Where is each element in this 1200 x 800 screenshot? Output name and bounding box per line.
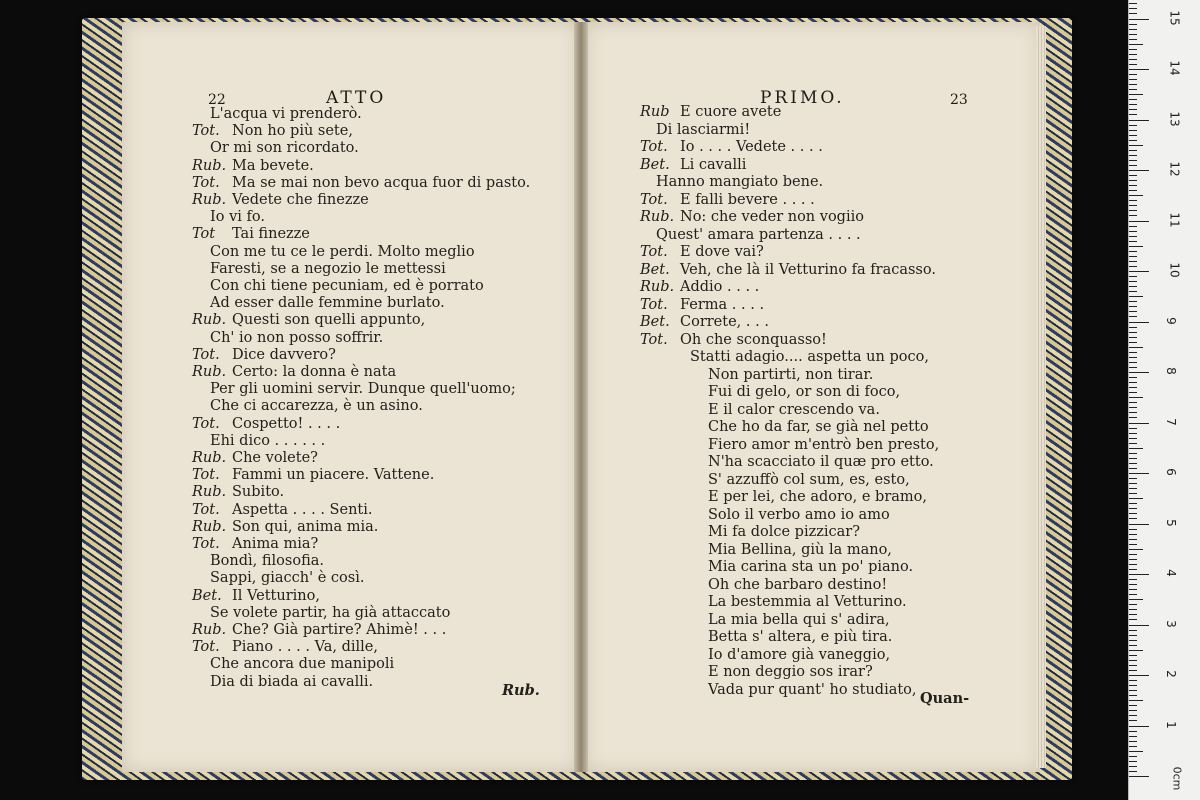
ruler-tick [1129, 387, 1137, 388]
text-line: Io . . . . Vedete . . . . [680, 139, 823, 155]
ruler-tick [1129, 215, 1137, 216]
text-line: Che ho da far, se già nel petto [708, 419, 929, 435]
ruler-tick [1129, 109, 1137, 110]
text-line: Addio . . . . [680, 279, 760, 295]
ruler-tick [1129, 423, 1149, 424]
ruler-tick [1129, 685, 1137, 686]
ruler-tick [1129, 125, 1137, 126]
ruler-tick [1129, 281, 1137, 282]
text-line: S' azzuffò col sum, es, esto, [708, 471, 910, 488]
text-line: Se volete partir, ha già attaccato [210, 604, 451, 621]
ruler-tick [1129, 3, 1137, 4]
speaker-label: Rub. [192, 450, 227, 466]
ruler-number: 4 [1163, 569, 1178, 577]
speaker-label: Rub. [192, 622, 227, 638]
text-line: Fiero amor m'entrò ben presto, [708, 436, 940, 453]
ruler-tick [1129, 392, 1137, 393]
ruler-tick [1129, 342, 1137, 343]
ruler-tick [1129, 347, 1143, 348]
ruler-tick [1129, 352, 1137, 353]
ruler-tick [1129, 544, 1137, 545]
ruler-tick [1129, 650, 1143, 651]
ruler-tick [1129, 372, 1149, 373]
speaker-label: Rub. [192, 192, 227, 208]
ruler-tick [1129, 569, 1137, 570]
text-line: Questi son quelli appunto, [232, 312, 426, 329]
text-line: Veh, che là il Vetturino fa fracasso. [680, 261, 936, 278]
ruler-tick [1129, 236, 1137, 237]
ruler-tick [1129, 720, 1137, 721]
ruler-tick [1129, 443, 1137, 444]
speaker-label: Rub. [192, 518, 227, 535]
text-line: Ferma . . . . [680, 296, 765, 313]
text-line: Cospetto! . . . . [232, 415, 341, 432]
ruler-tick [1129, 438, 1137, 439]
text-line: Che ancora due manipoli [210, 656, 395, 673]
text-line: Fammi un piacere. Vattene. [232, 467, 435, 484]
ruler-tick [1129, 357, 1137, 358]
ruler-tick [1129, 180, 1137, 181]
ruler-tick [1129, 625, 1149, 626]
speaker-label: Rub. [192, 157, 227, 174]
ruler-tick [1129, 226, 1137, 227]
ruler-tick [1129, 594, 1137, 595]
ruler-tick [1129, 19, 1149, 20]
text-line: Oh che sconquasso! [680, 331, 827, 348]
ruler-tick [1129, 306, 1137, 307]
text-line: Subito. [232, 484, 285, 501]
ruler-tick [1129, 8, 1137, 9]
left-page-number: 22 [208, 92, 226, 108]
ruler-tick [1129, 160, 1137, 161]
ruler-tick [1129, 89, 1137, 90]
ruler-tick [1129, 534, 1137, 535]
ruler-tick [1129, 731, 1137, 732]
text-line: Di lasciarmi! [656, 121, 751, 138]
ruler-tick [1129, 140, 1137, 141]
ruler-tick [1129, 751, 1143, 752]
ruler-tick [1129, 746, 1137, 747]
ruler-tick [1129, 69, 1149, 70]
text-line: Vada pur quant' ho studiato, [708, 681, 917, 698]
ruler-tick [1129, 200, 1137, 201]
ruler-tick [1129, 463, 1137, 464]
ruler-number: 1 [1163, 720, 1178, 729]
speaker-label: Tot. [192, 346, 220, 363]
ruler-tick [1129, 311, 1137, 312]
ruler-tick [1129, 604, 1137, 605]
ruler-tick [1129, 559, 1137, 560]
ruler-tick [1129, 34, 1137, 35]
ruler-tick [1129, 478, 1137, 479]
ruler-tick [1129, 468, 1137, 469]
text-line: No: che veder non vogiio [680, 209, 864, 225]
ruler-tick [1129, 145, 1143, 146]
text-line: Mia Bellina, giù la mano, [708, 541, 892, 558]
ruler-tick [1129, 453, 1137, 454]
text-line: Sappi, giacch' è così. [210, 570, 365, 587]
ruler-tick [1129, 574, 1149, 575]
text-line: Dice davvero? [232, 346, 336, 363]
ruler-tick [1129, 412, 1137, 413]
speaker-label: Rub. [192, 312, 227, 329]
ruler-tick [1129, 246, 1143, 247]
ruler-tick [1129, 640, 1137, 641]
text-line: Con me tu ce le perdi. Molto meglio [210, 243, 475, 260]
ruler-tick [1129, 655, 1137, 656]
speaker-label: Tot. [192, 467, 220, 484]
ruler-tick [1129, 94, 1143, 95]
measurement-ruler [1128, 0, 1200, 800]
ruler-tick [1129, 114, 1137, 115]
text-line: L'acqua vi prenderò. [210, 106, 362, 122]
ruler-tick [1129, 377, 1137, 378]
ruler-tick [1129, 29, 1137, 30]
ruler-tick [1129, 84, 1137, 85]
ruler-tick [1129, 286, 1137, 287]
speaker-label: Tot. [192, 415, 220, 432]
text-line: Anima mia? [232, 536, 319, 552]
ruler-tick [1129, 473, 1149, 474]
page-edges [1036, 26, 1046, 768]
ruler-tick [1129, 13, 1137, 14]
ruler-tick [1129, 251, 1137, 252]
ruler-tick [1129, 700, 1143, 701]
speaker-label: Rub. [192, 364, 227, 380]
ruler-tick [1129, 362, 1137, 363]
ruler-tick [1129, 155, 1137, 156]
text-line: Piano . . . . Va, dille, [232, 639, 378, 656]
ruler-tick [1129, 271, 1149, 272]
ruler-tick [1129, 680, 1137, 681]
right-page-number: 23 [950, 92, 968, 108]
ruler-tick [1129, 221, 1149, 222]
ruler-tick [1129, 150, 1137, 151]
speaker-label: Tot. [640, 296, 668, 313]
text-line: La mia bella qui s' adira, [708, 611, 890, 628]
ruler-tick [1129, 776, 1149, 777]
text-line: Non ho più sete, [232, 123, 353, 140]
ruler-tick [1129, 705, 1137, 706]
ruler-tick [1129, 417, 1137, 418]
ruler-tick [1129, 670, 1137, 671]
ruler-tick [1129, 665, 1137, 666]
text-line: La bestemmia al Vetturino. [708, 594, 907, 610]
speaker-label: Rub. [640, 209, 675, 225]
text-line: Per gli uomini servir. Dunque quell'uomo; [210, 381, 516, 398]
ruler-tick [1129, 367, 1137, 368]
ruler-tick [1129, 584, 1137, 585]
ruler-tick [1129, 332, 1137, 333]
ruler-tick [1129, 266, 1137, 267]
ruler-tick [1129, 589, 1137, 590]
ruler-tick [1129, 79, 1137, 80]
text-line: Solo il verbo amo io amo [708, 506, 890, 523]
ruler-tick [1129, 99, 1137, 100]
speaker-label: Bet. [640, 261, 670, 278]
text-line: Con chi tiene pecuniam, ed è porrato [210, 278, 484, 294]
ruler-tick [1129, 120, 1149, 121]
ruler-tick [1129, 327, 1137, 328]
ruler-number: 9 [1163, 316, 1178, 325]
ruler-number: 13 [1167, 110, 1182, 127]
ruler-number: 12 [1167, 161, 1182, 177]
ruler-tick [1129, 619, 1137, 620]
text-line: Li cavalli [680, 156, 747, 173]
ruler-tick [1129, 64, 1137, 65]
speaker-label: Tot. [640, 139, 668, 155]
ruler-tick [1129, 190, 1137, 191]
ruler-tick [1129, 256, 1137, 257]
text-line: Aspetta . . . . Senti. [232, 501, 373, 518]
ruler-unit-label: 0cm [1170, 766, 1184, 791]
ruler-tick [1129, 428, 1137, 429]
ruler-number: 11 [1167, 211, 1182, 228]
ruler-tick [1129, 231, 1137, 232]
ruler-tick [1129, 130, 1137, 131]
text-line: E il calor crescendo va. [708, 401, 880, 418]
ruler-tick [1129, 645, 1137, 646]
ruler-tick [1129, 635, 1137, 636]
text-line: Bondì, filosofia. [210, 553, 324, 570]
ruler-tick [1129, 726, 1149, 727]
ruler-tick [1129, 407, 1137, 408]
text-line: Ch' io non posso soffrir. [210, 329, 384, 346]
ruler-tick [1129, 599, 1143, 600]
ruler-tick [1129, 44, 1143, 45]
text-line: E per lei, che adoro, e bramo, [708, 489, 927, 505]
ruler-tick [1129, 524, 1149, 525]
text-line: E dove vai? [680, 244, 764, 260]
ruler-number: 10 [1167, 262, 1182, 278]
ruler-tick [1129, 483, 1137, 484]
ruler-tick [1129, 741, 1137, 742]
ruler-tick [1129, 458, 1137, 459]
speaker-label: Tot. [640, 191, 668, 208]
text-line: N'ha scacciato il quæ pro etto. [708, 454, 934, 470]
text-line: Il Vetturino, [232, 587, 320, 604]
ruler-tick [1129, 549, 1143, 550]
ruler-tick [1129, 493, 1137, 494]
ruler-tick [1129, 210, 1137, 211]
ruler-tick [1129, 710, 1137, 711]
ruler-tick [1129, 630, 1137, 631]
ruler-tick [1129, 54, 1137, 55]
ruler-tick [1129, 690, 1137, 691]
ruler-tick [1129, 175, 1137, 176]
ruler-tick [1129, 24, 1137, 25]
ruler-tick [1129, 104, 1137, 105]
text-line: Oh che barbaro destino! [708, 576, 888, 593]
text-line: Ma bevete. [232, 157, 314, 174]
ruler-tick [1129, 448, 1143, 449]
ruler-number: 2 [1163, 670, 1178, 678]
ruler-number: 3 [1163, 619, 1178, 628]
text-line: Son qui, anima mia. [232, 518, 379, 535]
text-line: Mi fa dolce pizzicar? [708, 524, 860, 540]
ruler-tick [1129, 39, 1137, 40]
speaker-label: Tot. [192, 639, 220, 656]
text-line: Che? Già partire? Ahimè! . . . [232, 622, 447, 638]
right-catchword: Quan- [920, 690, 970, 707]
text-line: Io vi fo. [210, 209, 265, 226]
text-line: Hanno mangiato bene. [656, 174, 824, 190]
ruler-tick [1129, 276, 1137, 277]
speaker-label: Bet. [192, 587, 222, 604]
ruler-tick [1129, 756, 1137, 757]
ruler-tick [1129, 761, 1137, 762]
text-line: Ma se mai non bevo acqua fuor di pasto. [232, 174, 531, 191]
ruler-tick [1129, 554, 1137, 555]
left-running-head: ATTO [326, 88, 387, 108]
ruler-tick [1129, 529, 1137, 530]
ruler-tick [1129, 205, 1137, 206]
speaker-label: Tot. [192, 174, 220, 191]
ruler-tick [1129, 291, 1137, 292]
speaker-label: Tot. [192, 123, 220, 140]
ruler-tick [1129, 397, 1143, 398]
text-line: Betta s' altera, e più tira. [708, 629, 893, 645]
ruler-tick [1129, 736, 1137, 737]
ruler-number: 15 [1167, 9, 1182, 26]
ruler-tick [1129, 195, 1143, 196]
text-line: Che volete? [232, 450, 318, 466]
ruler-number: 6 [1163, 468, 1178, 476]
ruler-tick [1129, 766, 1137, 767]
ruler-tick [1129, 59, 1137, 60]
text-line: Ehi dico . . . . . . [210, 432, 326, 449]
ruler-number: 7 [1163, 417, 1178, 426]
speaker-label: Tot. [192, 501, 220, 518]
speaker-label: Tot. [640, 331, 668, 348]
text-line: Dia di biada ai cavalli. [210, 673, 374, 690]
ruler-tick [1129, 301, 1137, 302]
ruler-tick [1129, 433, 1137, 434]
ruler-tick [1129, 337, 1137, 338]
ruler-tick [1129, 539, 1137, 540]
ruler-tick [1129, 49, 1137, 50]
ruler-tick [1129, 498, 1143, 499]
ruler-number: 8 [1163, 367, 1178, 375]
speaker-label: Bet. [640, 156, 670, 173]
speaker-label: Tot. [192, 536, 220, 552]
ruler-tick [1129, 261, 1137, 262]
text-line: Faresti, se a negozio le mettessi [210, 260, 446, 277]
ruler-tick [1129, 322, 1149, 323]
text-line: E non deggio sos irar? [708, 664, 873, 680]
ruler-number: 5 [1163, 518, 1178, 527]
left-catchword: Rub. [502, 682, 540, 699]
ruler-tick [1129, 170, 1149, 171]
ruler-tick [1129, 564, 1137, 565]
ruler-tick [1129, 165, 1137, 166]
ruler-tick [1129, 488, 1137, 489]
speaker-label: Rub. [192, 484, 227, 501]
speaker-label: Tot [192, 226, 216, 243]
text-line: Statti adagio.... aspetta un poco, [690, 349, 929, 365]
ruler-tick [1129, 508, 1137, 509]
right-running-head: PRIMO. [760, 88, 845, 108]
text-line: Or mi son ricordato. [210, 140, 359, 157]
ruler-tick [1129, 695, 1137, 696]
speaker-label: Rub. [640, 279, 675, 295]
speaker-label: Tot. [640, 244, 668, 260]
ruler-tick [1129, 609, 1137, 610]
speaker-label: Rub [640, 104, 670, 120]
ruler-tick [1129, 135, 1137, 136]
ruler-tick [1129, 296, 1143, 297]
text-line: Quest' amara partenza . . . . [656, 226, 861, 243]
speaker-label: Bet. [640, 314, 670, 330]
text-line: Fui di gelo, or son di foco, [708, 384, 901, 400]
ruler-tick [1129, 382, 1137, 383]
text-line: Ad esser dalle femmine burlato. [210, 295, 445, 312]
book-gutter [574, 22, 588, 772]
text-line: E falli bevere . . . . [680, 191, 815, 208]
ruler-number: 14 [1167, 60, 1182, 76]
ruler-tick [1129, 715, 1137, 716]
ruler-tick [1129, 579, 1137, 580]
text-line: Che ci accarezza, è un asino. [210, 398, 423, 415]
ruler-tick [1129, 771, 1137, 772]
ruler-tick [1129, 503, 1137, 504]
ruler-tick [1129, 614, 1137, 615]
text-line: E cuore avete [680, 104, 782, 120]
ruler-tick [1129, 402, 1137, 403]
text-line: Non partirti, non tirar. [708, 366, 874, 383]
ruler-tick [1129, 513, 1137, 514]
ruler-tick [1129, 660, 1137, 661]
text-line: Mia carina sta un po' piano. [708, 559, 914, 575]
text-line: Tai finezze [232, 226, 310, 243]
ruler-tick [1129, 241, 1137, 242]
text-line: Vedete che finezze [232, 192, 369, 208]
ruler-tick [1129, 316, 1137, 317]
text-line: Io d'amore già vaneggio, [708, 646, 891, 663]
text-line: Certo: la donna è nata [232, 364, 397, 380]
text-line: Correte, . . . [680, 314, 769, 330]
ruler-tick [1129, 675, 1149, 676]
ruler-tick [1129, 518, 1137, 519]
ruler-tick [1129, 74, 1137, 75]
ruler-tick [1129, 185, 1137, 186]
